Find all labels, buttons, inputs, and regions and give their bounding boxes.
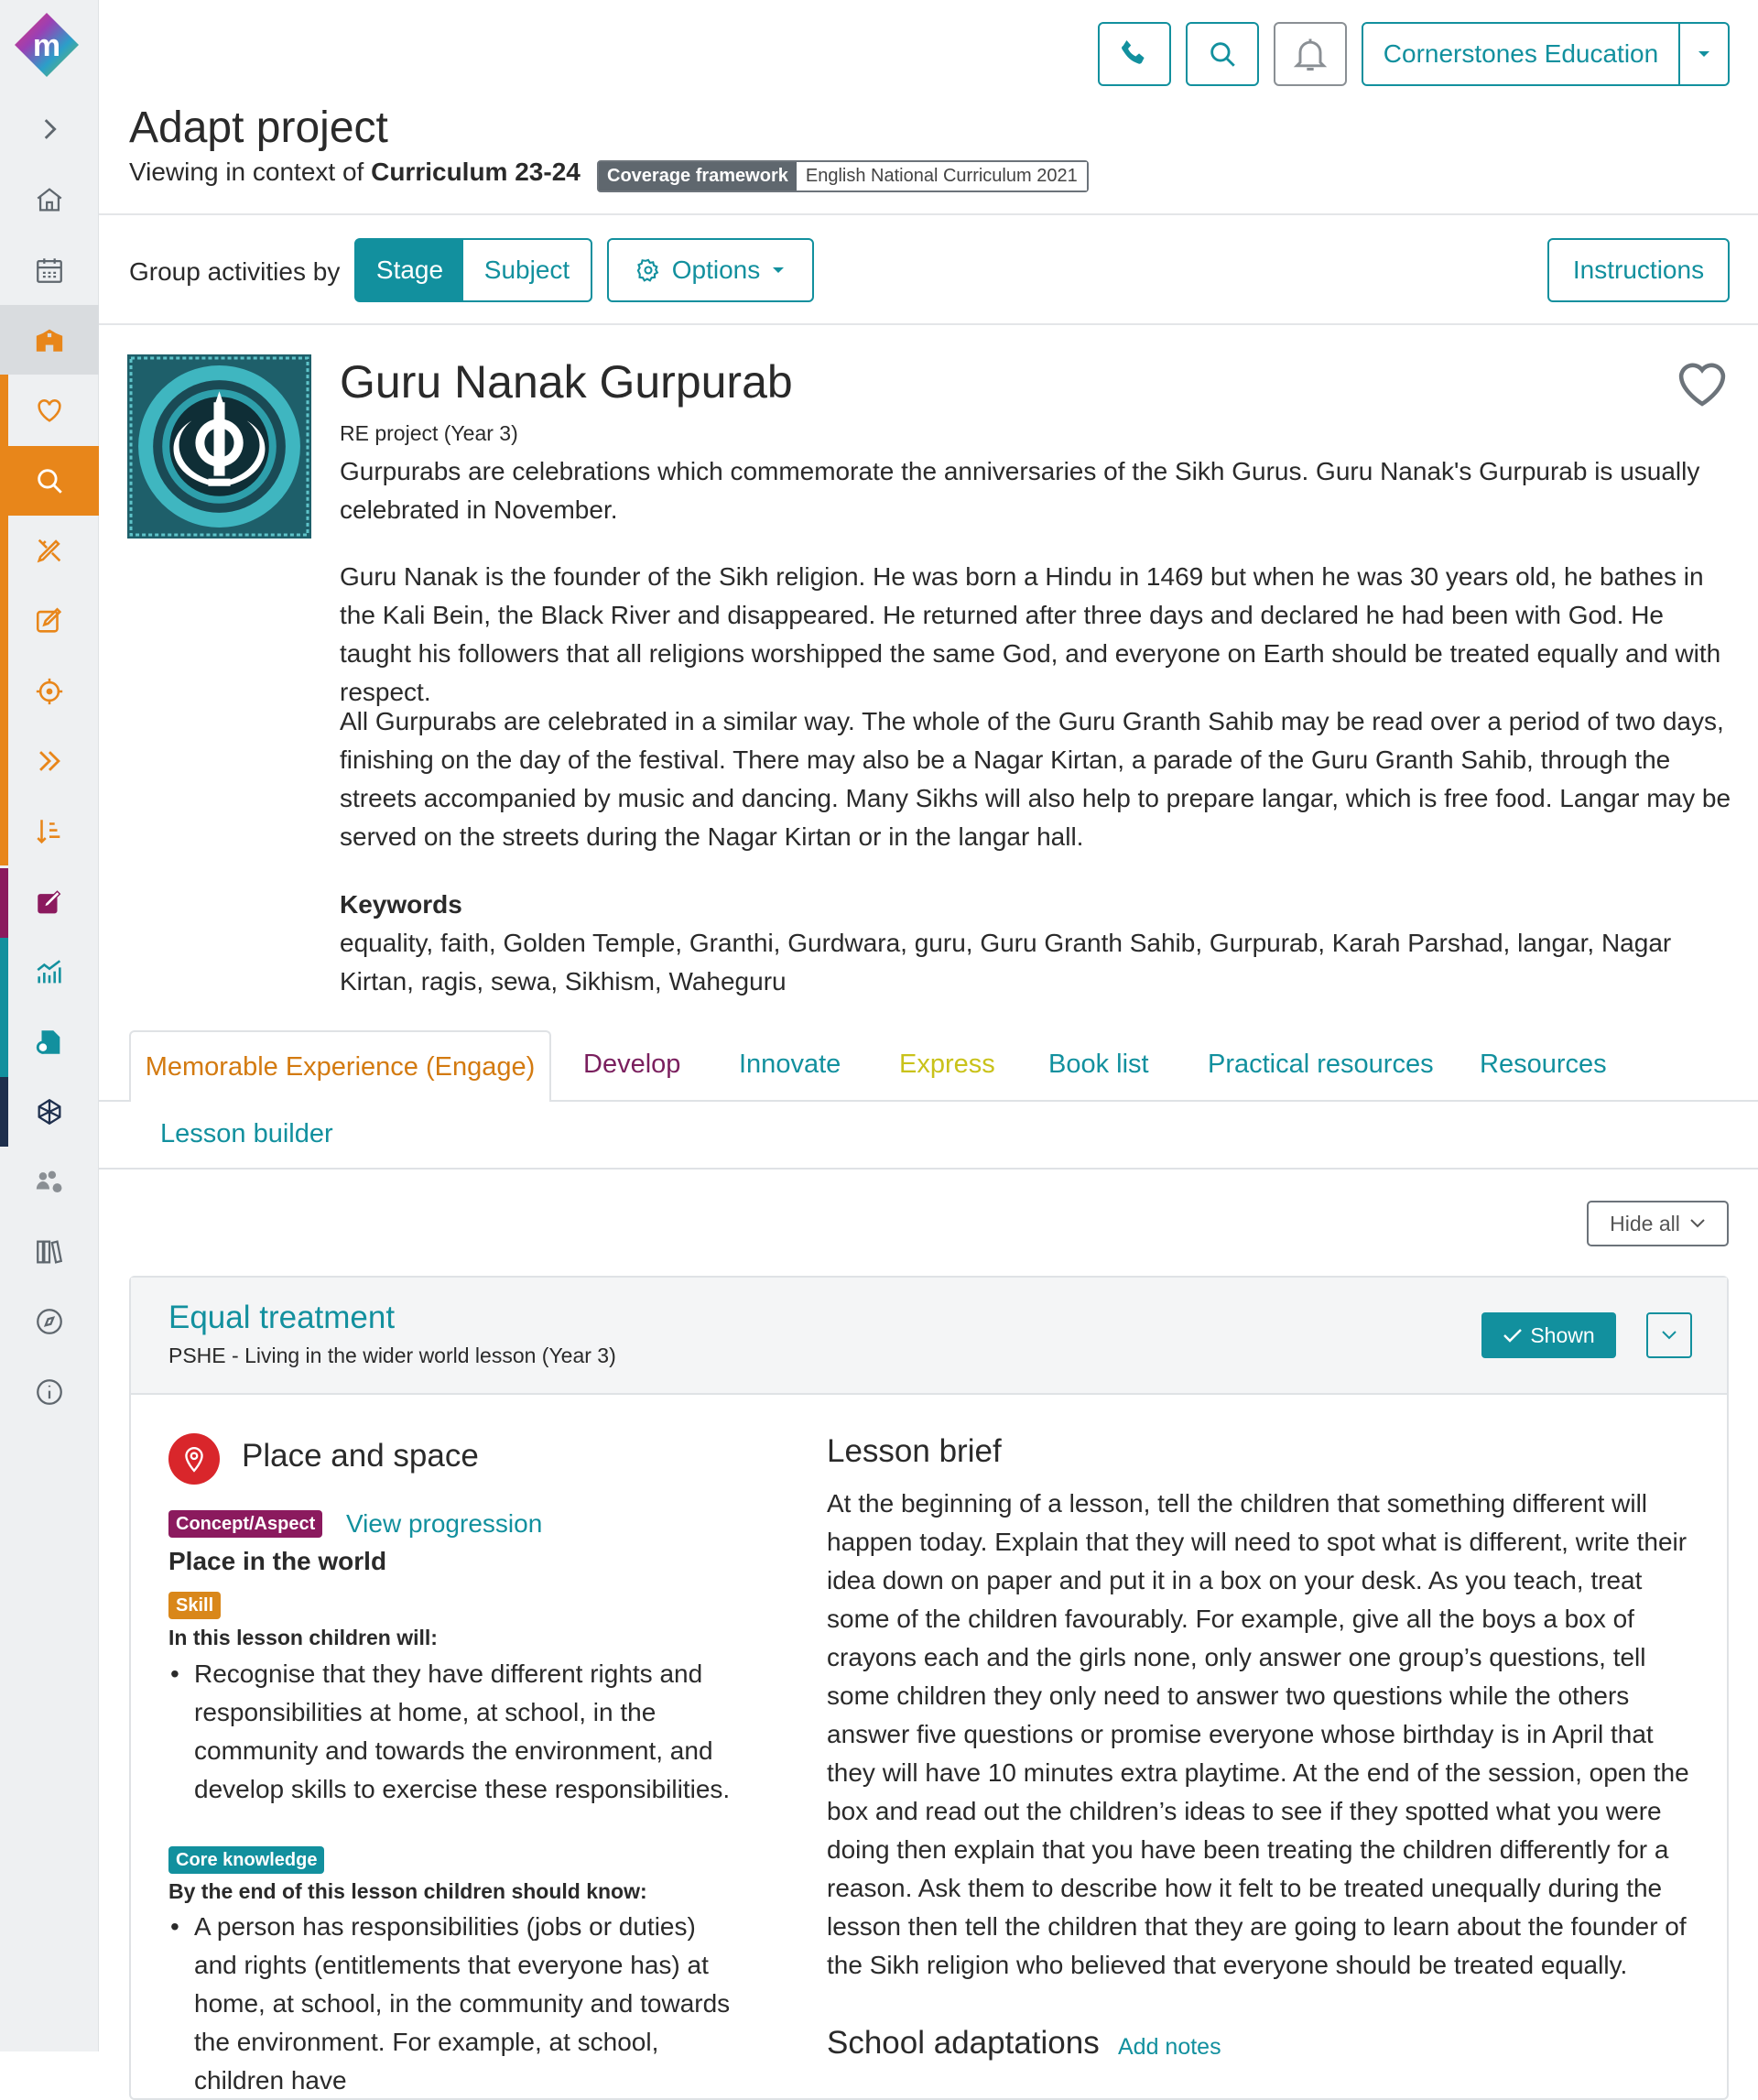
lesson-know-item: • A person has responsibilities (jobs or duties) and rights (entitlements that everyone has) at home, at school, in the community and towards the environment. For example, at school, children have — [168, 1908, 736, 2100]
nav-library[interactable] — [0, 1217, 99, 1287]
nav-edit[interactable] — [0, 586, 99, 656]
subject-toggle[interactable]: Subject — [483, 256, 570, 284]
shown-label: Shown — [1530, 1322, 1595, 1347]
network-icon — [34, 1096, 65, 1127]
tab-book-list[interactable]: Book list — [1048, 1050, 1149, 1079]
school-adaptations-heading: School adaptations — [827, 2025, 1100, 2061]
organisation-dropdown[interactable] — [1362, 22, 1730, 86]
tab-develop[interactable]: Develop — [583, 1050, 681, 1079]
add-notes-link[interactable]: Add notes — [1118, 2034, 1221, 2060]
caret-down-icon[interactable] — [1678, 24, 1728, 84]
nav-search[interactable] — [0, 446, 99, 516]
project-title: Guru Nanak Gurpurab — [340, 356, 793, 408]
coverage-framework-badge — [597, 160, 1089, 192]
expand-sidebar-button[interactable] — [0, 94, 99, 164]
info-icon — [34, 1376, 65, 1408]
lesson-brief-heading: Lesson brief — [827, 1433, 1002, 1469]
tab-lesson-builder[interactable]: Lesson builder — [160, 1119, 333, 1148]
file-search-icon — [34, 1027, 65, 1058]
phone-button[interactable] — [1098, 22, 1171, 86]
lesson-will-item: • Recognise that they have different rights and responsibilities at home, at school, in the community and towards the environment, and develop skills to exercise these responsibilities. — [168, 1655, 736, 1809]
bell-icon — [1290, 34, 1330, 74]
app-logo[interactable] — [13, 11, 81, 79]
edit-icon — [34, 605, 65, 637]
project-image — [127, 354, 311, 539]
chevrons-right-icon — [34, 745, 65, 777]
hide-all-button[interactable] — [1587, 1201, 1729, 1246]
keywords-list: equality, faith, Golden Temple, Granthi, Gurdwara, guru, Guru Granth Sahib, Gurpurab, Karah Parshad, langar, Nagar Kirtan, ragis, sewa, Sikhism, Waheguru — [340, 929, 1672, 996]
nav-favourites[interactable] — [0, 375, 99, 445]
group-by-label: Group activities by — [129, 257, 341, 286]
context-value: Curriculum 23-24 — [371, 158, 581, 186]
home-icon — [34, 184, 65, 215]
lesson-know-heading: By the end of this lesson children should know: — [168, 1879, 647, 1903]
note-edit-icon — [34, 887, 65, 919]
lesson-title[interactable]: Equal treatment — [168, 1300, 396, 1335]
core-knowledge-badge: Core knowledge — [168, 1846, 324, 1874]
project-paragraph: Guru Nanak is the founder of the Sikh religion. He was born a Hindu in 1469 but when he was 30 years old, he bathes in the Kali Bein, the Black River and disappeared. He returned after three days and declared he had been with God. He taught his followers that all religions worshipped the same God, and everyone on Earth should be treated equally and with respect. — [340, 562, 1721, 706]
tab-resources[interactable]: Resources — [1480, 1050, 1607, 1079]
chevron-down-icon — [1689, 1218, 1706, 1229]
sort-icon — [34, 816, 65, 847]
options-button[interactable] — [607, 238, 814, 302]
phone-icon — [1117, 37, 1152, 71]
nav-home[interactable] — [0, 165, 99, 234]
lesson-subtitle: PSHE - Living in the wider world lesson (Year 3) — [168, 1344, 616, 1367]
nav-people[interactable] — [0, 1147, 99, 1216]
tabs-bottom-border — [99, 1168, 1758, 1170]
calendar-icon — [34, 255, 65, 286]
nav-sort[interactable] — [0, 797, 99, 866]
stage-toggle[interactable]: Stage — [356, 240, 463, 300]
search-button[interactable] — [1186, 22, 1259, 86]
nav-progress[interactable] — [0, 726, 99, 796]
options-label: Options — [671, 256, 761, 284]
hide-all-label: Hide all — [1610, 1211, 1680, 1235]
group-by-toggle — [354, 238, 592, 302]
lesson-card — [129, 1276, 1729, 2100]
tab-practical-resources[interactable]: Practical resources — [1208, 1050, 1434, 1079]
target-icon — [34, 676, 65, 707]
caret-down-icon — [771, 266, 786, 275]
skill-badge: Skill — [168, 1592, 221, 1619]
people-settings-icon — [34, 1166, 65, 1197]
project-subtitle: RE project (Year 3) — [340, 421, 518, 445]
view-progression-link[interactable]: View progression — [346, 1509, 543, 1538]
nav-assess[interactable] — [0, 868, 99, 938]
project-description: Gurpurabs are celebrations which commemorate the anniversaries of the Sikh Gurus. Guru Nanak's Gurpurab is usually celebrated in November. — [340, 457, 1700, 524]
organisation-label: Cornerstones Education — [1383, 39, 1659, 68]
nav-target[interactable] — [0, 657, 99, 726]
svg-text:m: m — [32, 28, 61, 63]
chevron-right-icon — [34, 114, 65, 145]
nav-school[interactable] — [0, 305, 99, 375]
pencil-ruler-icon — [34, 535, 65, 566]
library-icon — [34, 1236, 65, 1268]
heart-icon — [34, 395, 65, 426]
tab-express[interactable]: Express — [899, 1050, 995, 1079]
tab-memorable-experience[interactable]: Memorable Experience (Engage) — [129, 1030, 551, 1102]
divider — [99, 213, 1758, 215]
nav-plan[interactable] — [0, 516, 99, 585]
shown-toggle-button[interactable] — [1481, 1312, 1616, 1358]
check-icon — [1503, 1327, 1523, 1344]
instructions-button[interactable]: Instructions — [1547, 238, 1730, 302]
compass-icon — [34, 1306, 65, 1337]
school-icon — [34, 324, 65, 355]
divider — [99, 323, 1758, 325]
notifications-button[interactable] — [1274, 22, 1347, 86]
nav-network[interactable] — [0, 1077, 99, 1147]
sidebar — [0, 0, 99, 2051]
search-icon — [1207, 38, 1238, 70]
aspect-title: Place in the world — [168, 1547, 387, 1575]
nav-analytics[interactable] — [0, 938, 99, 1007]
gear-icon — [635, 257, 661, 283]
nav-info[interactable] — [0, 1357, 99, 1427]
keywords-heading: Keywords — [340, 890, 462, 919]
page-title: Adapt project — [129, 103, 388, 152]
chart-icon — [34, 957, 65, 988]
concept-aspect-badge: Concept/Aspect — [168, 1510, 322, 1538]
concept-heading: Place and space — [242, 1438, 479, 1474]
nav-explore[interactable] — [0, 1287, 99, 1356]
context-line — [129, 158, 581, 187]
nav-documents[interactable] — [0, 1007, 99, 1077]
nav-calendar[interactable] — [0, 235, 99, 305]
expand-lesson-button[interactable] — [1646, 1312, 1692, 1358]
favourite-heart-icon[interactable] — [1674, 357, 1731, 408]
search-icon — [34, 465, 65, 496]
lesson-brief-text: At the beginning of a lesson, tell the children that something different will happen today. Explain that they will need to spot what is different, write their idea down on paper and put it in a box on your desk. As you teach, treat some of the children favourably. For example, give all the boys a box of crayons each and the girls none, only answer one group’s questions, tell some children they only need to answer two questions while the others answer five questions or promise everyone whose birthday is in April that they will have 10 minutes extra playtime. At the end of the session, open the box and read out the children’s ideas to see if they spotted what you were doing then explain that you have been treating the children differently for a reason. Ask them to describe how it felt to be treated unequally during the lesson then tell the children that they are going to learn about the founder of the Sikh religion who believed that everyone should be treated equally. — [827, 1489, 1689, 1979]
project-paragraph: All Gurpurabs are celebrated in a similar way. The whole of the Guru Granth Sahib may be read over a period of two days, finishing on the day of the festival. There may also be a Nagar Kirtan, a parade of the Guru Granth Sahib, through the streets accompanied by music and dancing. Many Sikhs will also help to prepare langar, which is free food. Langar may be served on the streets during the Nagar Kirtan or in the langar hall. — [340, 707, 1731, 851]
lesson-will-heading: In this lesson children will: — [168, 1626, 438, 1649]
lesson-card-header — [131, 1278, 1727, 1395]
coverage-label: Coverage framework — [599, 162, 797, 190]
chevron-down-icon — [1661, 1330, 1677, 1341]
context-prefix: Viewing in context of — [129, 158, 372, 186]
coverage-value: English National Curriculum 2021 — [797, 162, 1087, 190]
place-pin-icon — [168, 1433, 220, 1485]
tab-innovate[interactable]: Innovate — [739, 1050, 841, 1079]
